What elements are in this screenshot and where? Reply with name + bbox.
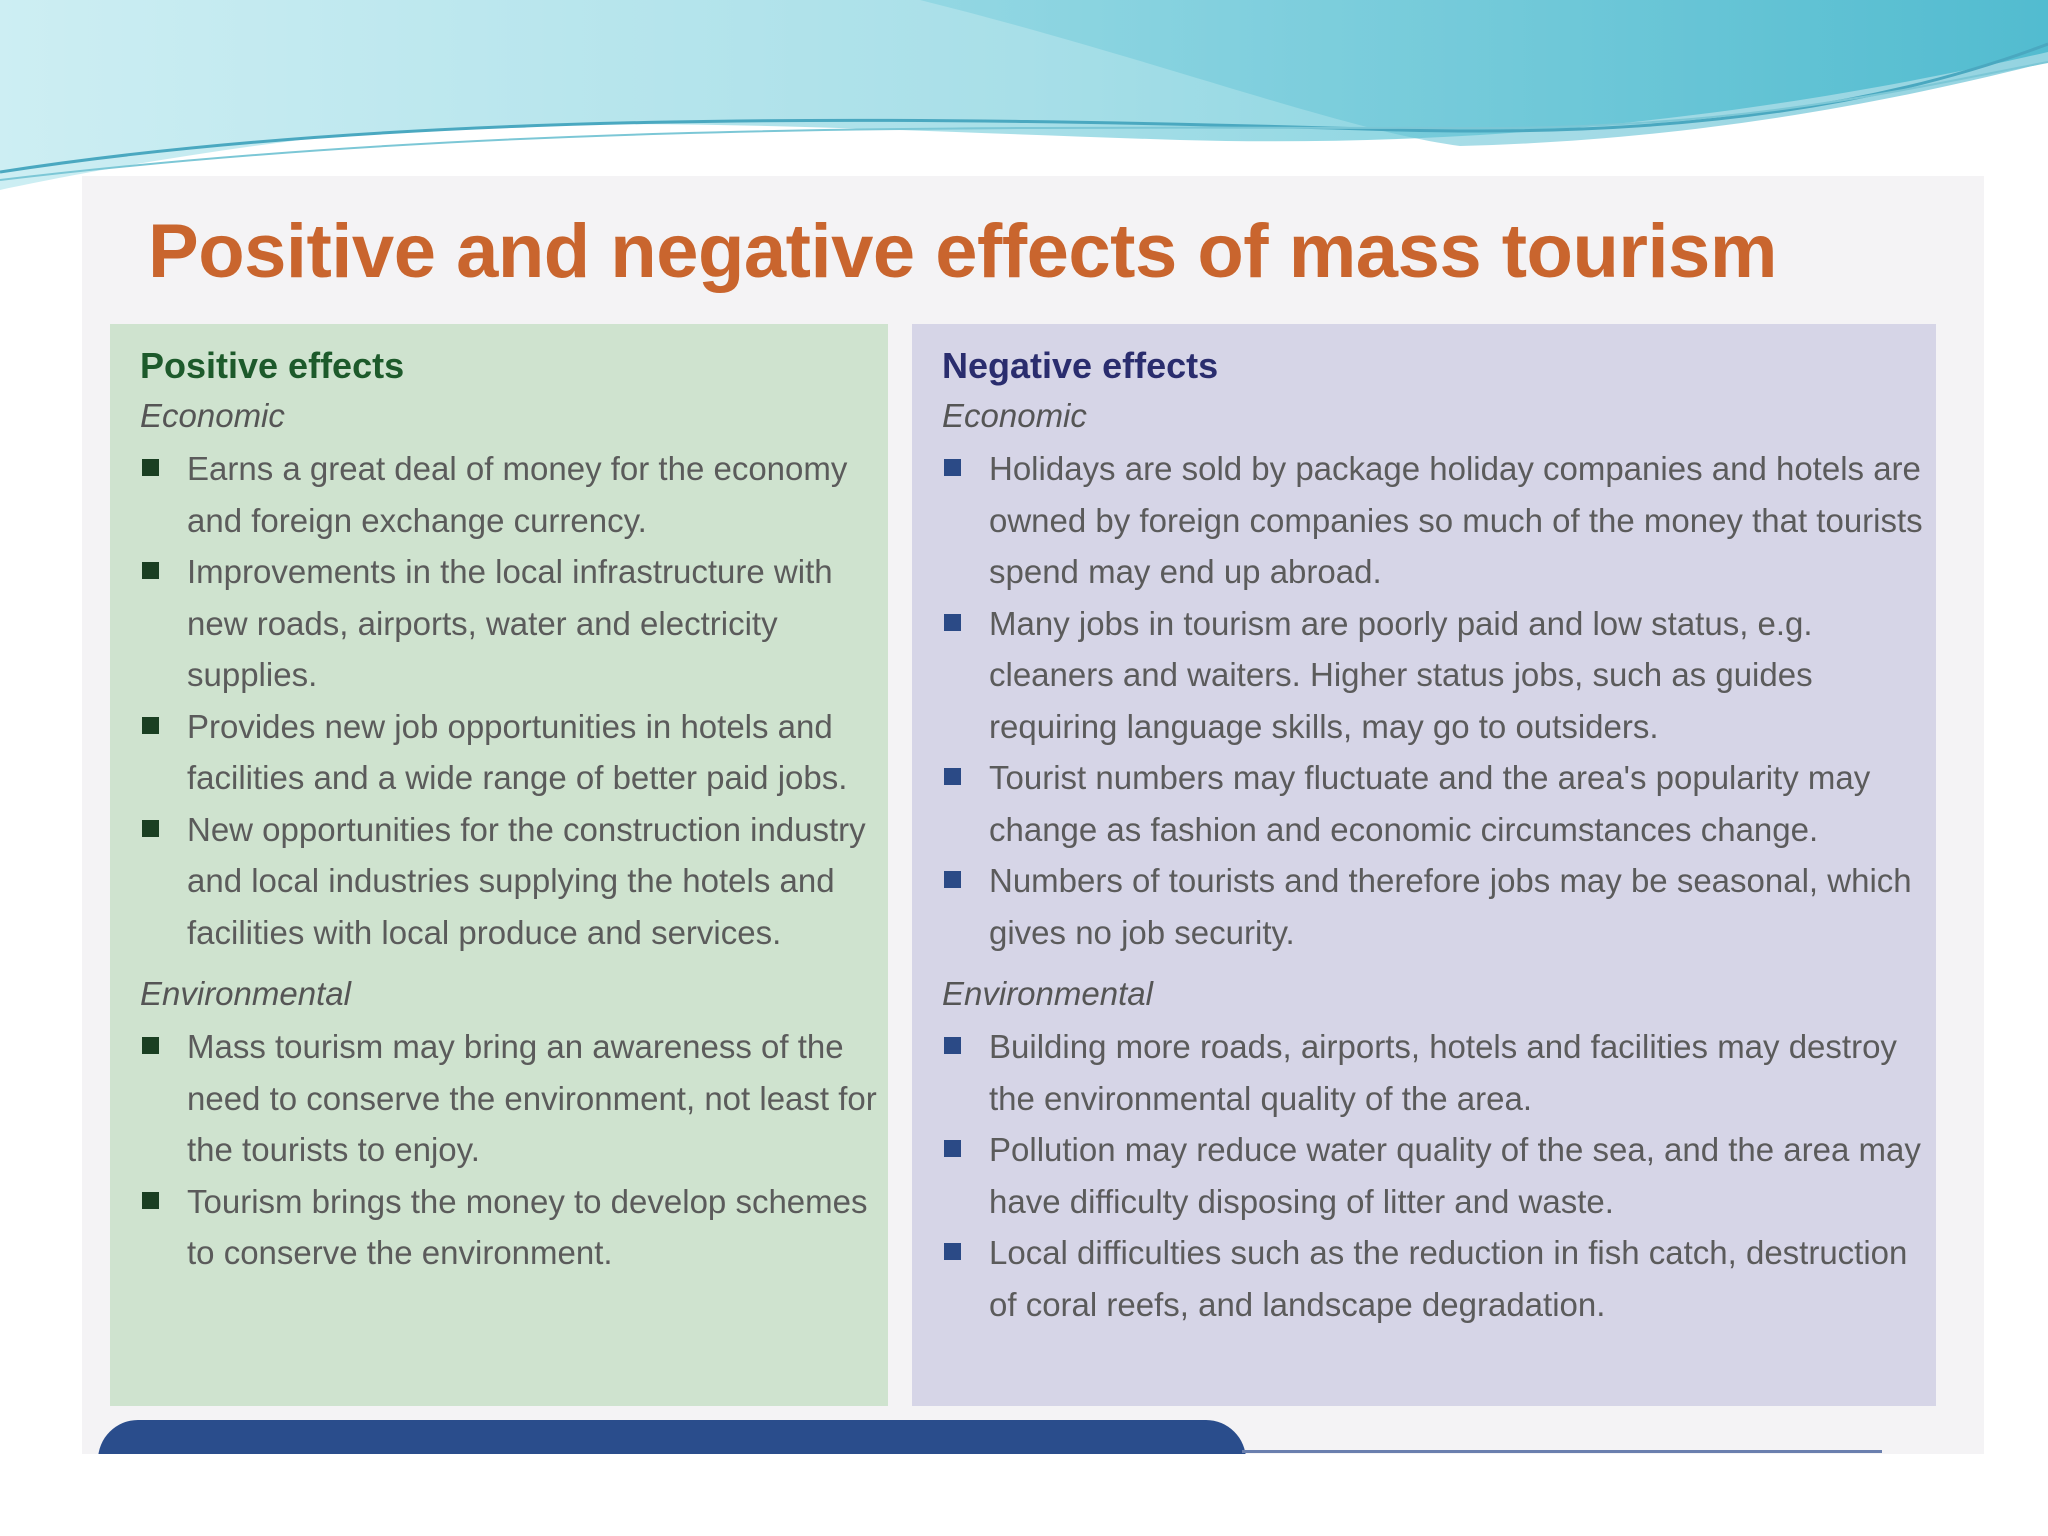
list-item-text: Local difficulties such as the reduction in fish catch, destruction of coral reefs, and landscape degradation. [989, 1234, 1908, 1323]
list-item-text: Tourist numbers may fluctuate and the area's popularity may change as fashion and economic circumstances change. [989, 759, 1871, 848]
list-item-text: Mass tourism may bring an awareness of the need to conserve the environment, not least for the tourists to enjoy. [187, 1028, 877, 1168]
square-bullet-icon [944, 871, 961, 888]
list-item-text: Earns a great deal of money for the economy and foreign exchange currency. [187, 450, 848, 539]
list-item [110, 804, 888, 959]
positive-effects-heading: Positive effects [140, 345, 405, 386]
negative-effects-column [912, 324, 1936, 1406]
square-bullet-icon [142, 562, 159, 579]
list-item [912, 855, 1936, 958]
square-bullet-icon [944, 1037, 961, 1054]
list-item-text: Improvements in the local infrastructure with new roads, airports, water and electricity supplies. [187, 553, 833, 693]
positive-environmental-subheading: Environmental [140, 975, 351, 1012]
negative-economic-subheading: Economic [942, 397, 1087, 434]
positive-environmental-list [110, 1021, 888, 1279]
list-item [110, 701, 888, 804]
square-bullet-icon [142, 717, 159, 734]
positive-economic-list [110, 443, 888, 958]
list-item-text: Building more roads, airports, hotels and facilities may destroy the environmental quality of the area. [989, 1028, 1897, 1117]
list-item [110, 546, 888, 701]
negative-environmental-list [912, 1021, 1936, 1330]
negative-effects-heading: Negative effects [942, 345, 1219, 386]
square-bullet-icon [944, 614, 961, 631]
list-item-text: Holidays are sold by package holiday companies and hotels are owned by foreign companies so much of the money that tourists spend may end up abroad. [989, 450, 1923, 590]
page-title: Positive and negative effects of mass tourism [148, 209, 1777, 294]
case-study-tab [98, 1420, 1246, 1454]
list-item [110, 1176, 888, 1279]
list-item-text: Tourism brings the money to develop schemes to conserve the environment. [187, 1182, 868, 1271]
square-bullet-icon [142, 1192, 159, 1209]
list-item-text: Numbers of tourists and therefore jobs may be seasonal, which gives no job security. [989, 862, 1912, 951]
square-bullet-icon [944, 1140, 961, 1157]
list-item-text: Provides new job opportunities in hotels and facilities and a wide range of better paid jobs. [187, 707, 848, 796]
list-item [110, 443, 888, 546]
list-item [110, 1021, 888, 1176]
square-bullet-icon [944, 459, 961, 476]
positive-economic-subheading: Economic [140, 397, 285, 434]
list-item-text: Pollution may reduce water quality of the sea, and the area may have difficulty disposing of litter and waste. [989, 1131, 1921, 1220]
negative-environmental-subheading: Environmental [942, 975, 1153, 1012]
square-bullet-icon [142, 820, 159, 837]
list-item [912, 1021, 1936, 1124]
square-bullet-icon [944, 768, 961, 785]
square-bullet-icon [944, 1243, 961, 1260]
list-item [912, 752, 1936, 855]
textbook-panel [82, 176, 1984, 1454]
square-bullet-icon [142, 459, 159, 476]
negative-economic-list [912, 443, 1936, 958]
list-item [912, 1124, 1936, 1227]
square-bullet-icon [142, 1037, 159, 1054]
list-item-text: Many jobs in tourism are poorly paid and low status, e.g. cleaners and waiters. Higher status jobs, such as guides requiring language skills, may go to outsiders. [989, 604, 1813, 745]
positive-effects-column [110, 324, 888, 1406]
list-item [912, 598, 1936, 753]
case-study-divider [1242, 1450, 1882, 1453]
list-item [912, 443, 1936, 598]
list-item [912, 1227, 1936, 1330]
list-item-text: New opportunities for the construction industry and local industries supplying the hotels and facilities with local produce and services. [187, 810, 866, 951]
